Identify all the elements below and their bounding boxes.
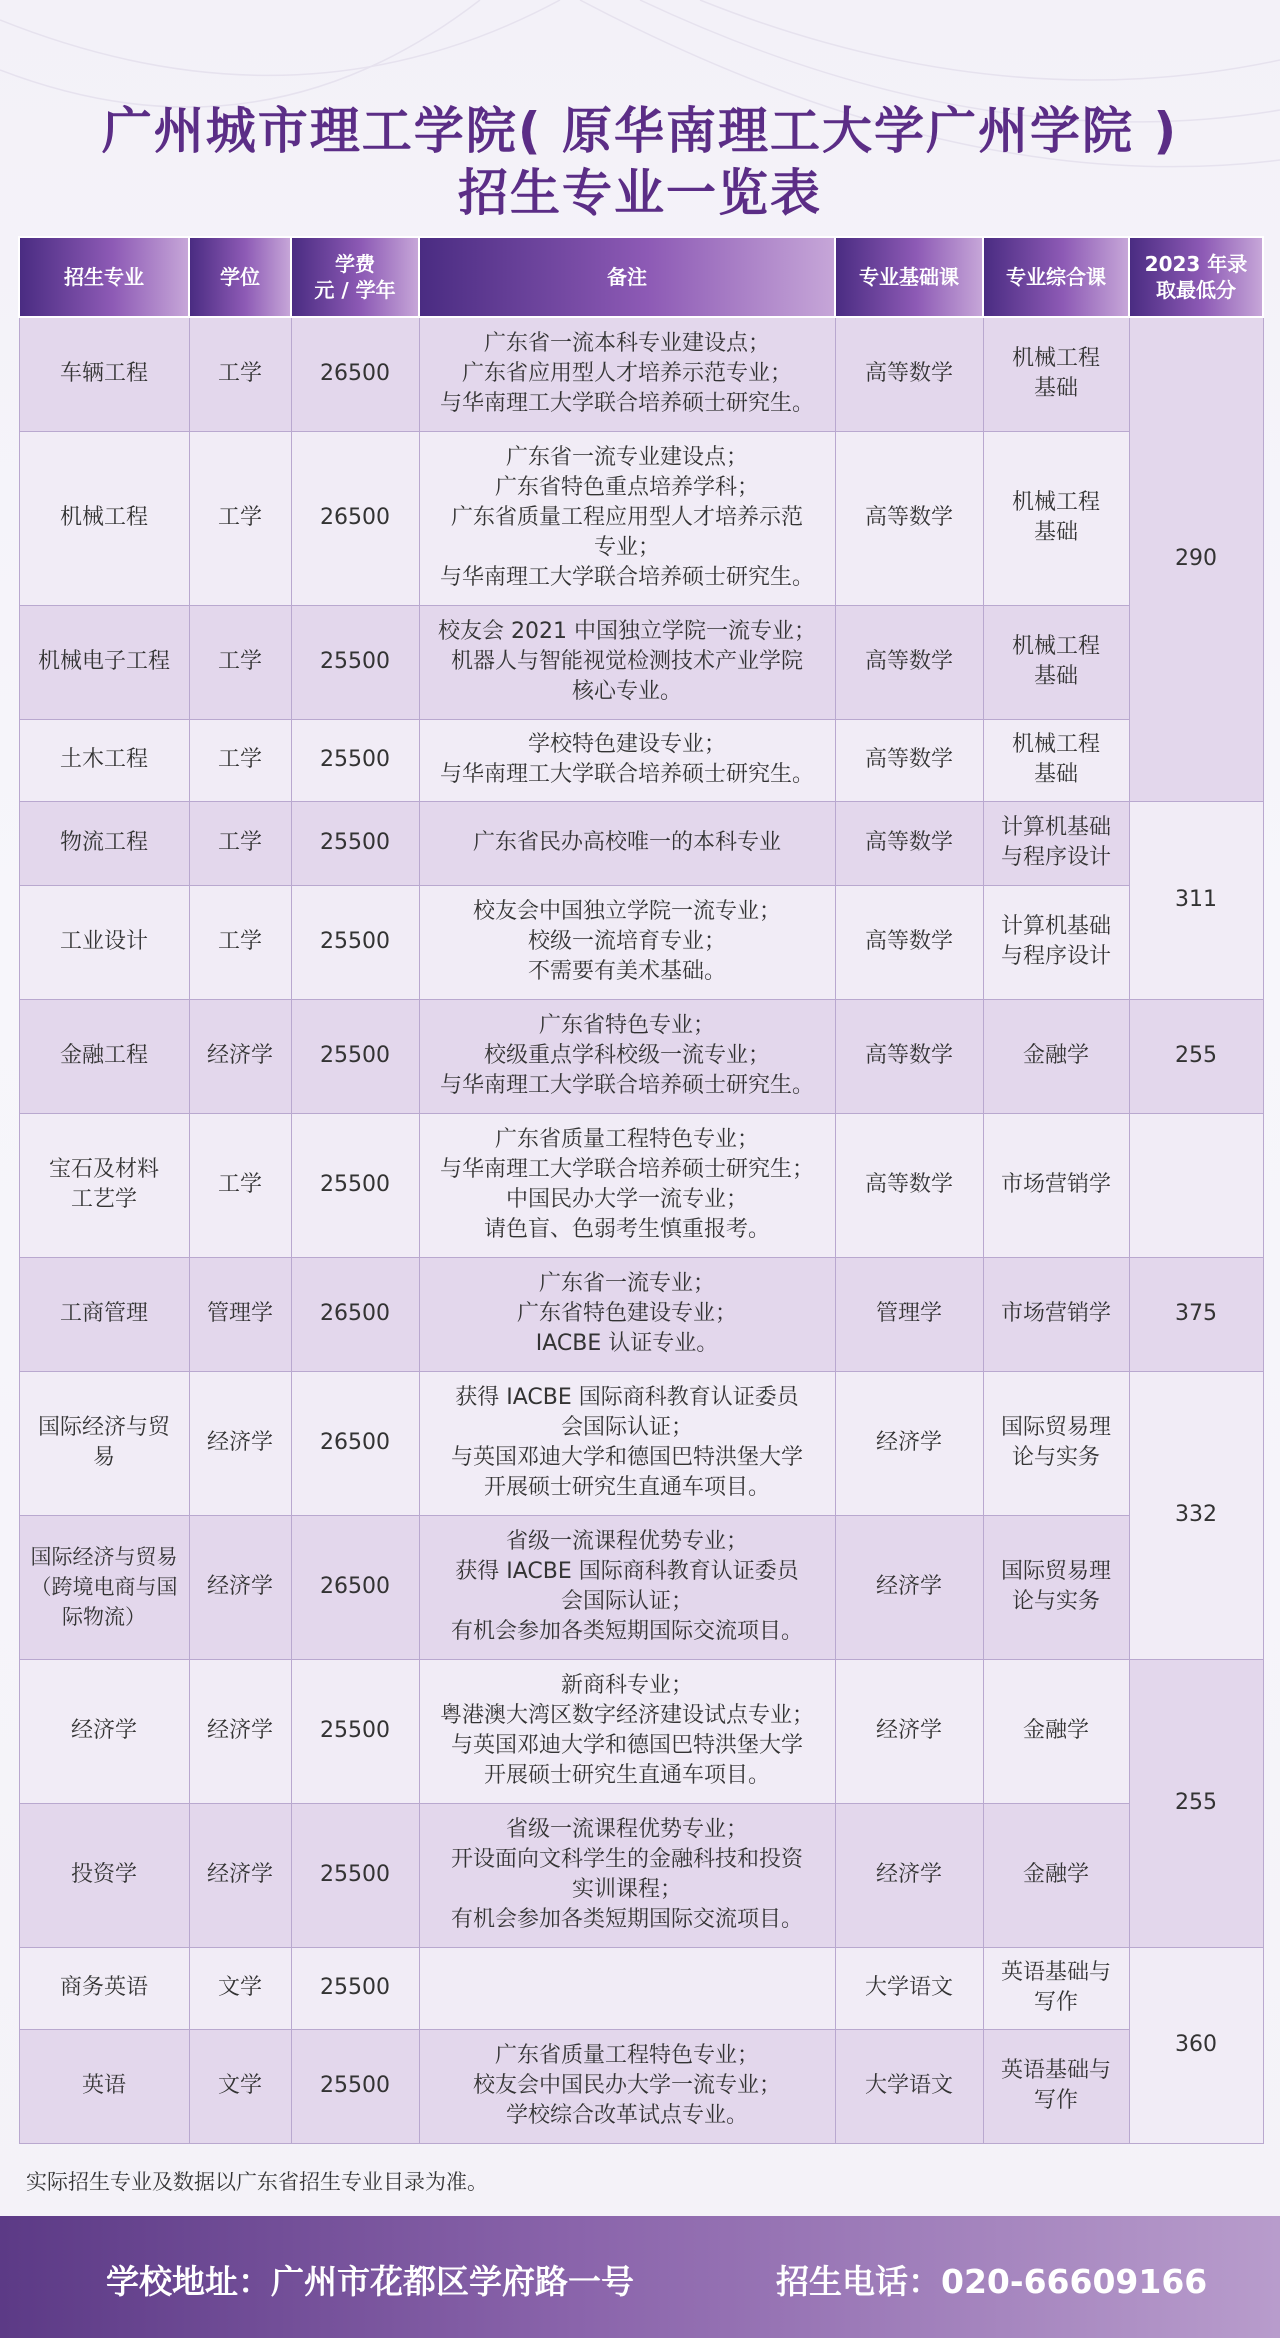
- cell-basic-course: 高等数学: [835, 317, 983, 431]
- cell-notes: 校友会中国独立学院一流专业； 校级一流培育专业； 不需要有美术基础。: [419, 885, 835, 999]
- cell-notes: 省级一流课程优势专业； 开设面向文科学生的金融科技和投资 实训课程； 有机会参加各类短期国际交流项目。: [419, 1803, 835, 1947]
- cell-basic-course: 管理学: [835, 1257, 983, 1371]
- cell-major: 投资学: [19, 1803, 189, 1947]
- cell-degree: 工学: [189, 801, 291, 885]
- table-row: [19, 317, 1263, 431]
- cell-degree: 工学: [189, 431, 291, 605]
- cell-degree: 管理学: [189, 1257, 291, 1371]
- cell-fee: 25500: [291, 1803, 419, 1947]
- cell-notes: 广东省一流专业建设点； 广东省特色重点培养学科； 广东省质量工程应用型人才培养示范 专业； 与华南理工大学联合培养硕士研究生。: [419, 431, 835, 605]
- cell-basic-course: 高等数学: [835, 999, 983, 1113]
- cell-major: 物流工程: [19, 801, 189, 885]
- cell-fee: 25500: [291, 1659, 419, 1803]
- cell-min-score: 255: [1129, 999, 1263, 1113]
- cell-comp-course: 英语基础与 写作: [983, 2029, 1129, 2143]
- cell-min-score: 255: [1129, 1659, 1263, 1947]
- cell-basic-course: 高等数学: [835, 719, 983, 801]
- cell-degree: 工学: [189, 605, 291, 719]
- cell-comp-course: 国际贸易理 论与实务: [983, 1515, 1129, 1659]
- table-row: [19, 1113, 1263, 1257]
- cell-basic-course: 经济学: [835, 1515, 983, 1659]
- cell-basic-course: 经济学: [835, 1659, 983, 1803]
- table-header-row: [19, 237, 1263, 317]
- table-row: [19, 801, 1263, 885]
- header-major: 招生专业: [19, 237, 189, 317]
- table-row: [19, 1803, 1263, 1947]
- table-row: [19, 2029, 1263, 2143]
- cell-basic-course: 大学语文: [835, 1947, 983, 2029]
- cell-fee: 26500: [291, 1515, 419, 1659]
- table-row: [19, 719, 1263, 801]
- cell-fee: 26500: [291, 1371, 419, 1515]
- cell-comp-course: 计算机基础 与程序设计: [983, 885, 1129, 999]
- cell-major: 车辆工程: [19, 317, 189, 431]
- cell-fee: 25500: [291, 801, 419, 885]
- cell-fee: 25500: [291, 719, 419, 801]
- cell-comp-course: 金融学: [983, 999, 1129, 1113]
- cell-major: 国际经济与贸易（跨境电商与国际物流）: [19, 1515, 189, 1659]
- admission-phone: 招生电话：020-66609166: [776, 2262, 1208, 2301]
- table-row: [19, 431, 1263, 605]
- cell-degree: 文学: [189, 1947, 291, 2029]
- table-row: [19, 1371, 1263, 1515]
- table-row: [19, 1659, 1263, 1803]
- cell-comp-course: 机械工程 基础: [983, 719, 1129, 801]
- cell-fee: 25500: [291, 999, 419, 1113]
- cell-min-score: 290: [1129, 317, 1263, 801]
- cell-degree: 工学: [189, 1113, 291, 1257]
- cell-comp-course: 市场营销学: [983, 1113, 1129, 1257]
- table-row: [19, 885, 1263, 999]
- cell-fee: 26500: [291, 317, 419, 431]
- cell-major: 经济学: [19, 1659, 189, 1803]
- cell-comp-course: 市场营销学: [983, 1257, 1129, 1371]
- cell-comp-course: 国际贸易理 论与实务: [983, 1371, 1129, 1515]
- cell-notes: [419, 1947, 835, 2029]
- cell-notes: 广东省特色专业； 校级重点学科校级一流专业； 与华南理工大学联合培养硕士研究生。: [419, 999, 835, 1113]
- cell-basic-course: 高等数学: [835, 801, 983, 885]
- cell-notes: 广东省一流专业； 广东省特色建设专业； IACBE 认证专业。: [419, 1257, 835, 1371]
- cell-comp-course: 机械工程 基础: [983, 605, 1129, 719]
- footer-banner: [0, 2216, 1280, 2338]
- cell-notes: 广东省质量工程特色专业； 校友会中国民办大学一流专业； 学校综合改革试点专业。: [419, 2029, 835, 2143]
- cell-comp-course: 计算机基础 与程序设计: [983, 801, 1129, 885]
- cell-min-score: 332: [1129, 1371, 1263, 1659]
- cell-major: 机械电子工程: [19, 605, 189, 719]
- cell-min-score: [1129, 1113, 1263, 1257]
- cell-notes: 省级一流课程优势专业； 获得 IACBE 国际商科教育认证委员 会国际认证； 有机会参加各类短期国际交流项目。: [419, 1515, 835, 1659]
- header-basic-course: 专业基础课: [835, 237, 983, 317]
- school-address: 学校地址：广州市花都区学府路一号: [106, 2262, 634, 2301]
- cell-degree: 文学: [189, 2029, 291, 2143]
- table-row: [19, 1515, 1263, 1659]
- majors-table: [18, 236, 1264, 2144]
- title-line-2: 招生专业一览表: [458, 164, 822, 222]
- cell-major: 金融工程: [19, 999, 189, 1113]
- header-fee: 学费 元 / 学年: [291, 237, 419, 317]
- cell-major: 机械工程: [19, 431, 189, 605]
- cell-degree: 经济学: [189, 1659, 291, 1803]
- cell-degree: 经济学: [189, 1515, 291, 1659]
- cell-degree: 工学: [189, 885, 291, 999]
- table-row: [19, 999, 1263, 1113]
- cell-degree: 经济学: [189, 999, 291, 1113]
- cell-fee: 25500: [291, 605, 419, 719]
- cell-comp-course: 机械工程 基础: [983, 431, 1129, 605]
- cell-comp-course: 金融学: [983, 1659, 1129, 1803]
- cell-major: 工商管理: [19, 1257, 189, 1371]
- cell-fee: 25500: [291, 1947, 419, 2029]
- cell-fee: 25500: [291, 2029, 419, 2143]
- title-line-1: 广州城市理工学院( 原华南理工大学广州学院 ): [101, 102, 1179, 160]
- header-comp-course: 专业综合课: [983, 237, 1129, 317]
- cell-major: 商务英语: [19, 1947, 189, 2029]
- cell-degree: 工学: [189, 317, 291, 431]
- cell-basic-course: 高等数学: [835, 885, 983, 999]
- cell-fee: 25500: [291, 885, 419, 999]
- cell-basic-course: 高等数学: [835, 605, 983, 719]
- header-notes: 备注: [419, 237, 835, 317]
- cell-degree: 经济学: [189, 1371, 291, 1515]
- header-degree: 学位: [189, 237, 291, 317]
- cell-notes: 获得 IACBE 国际商科教育认证委员 会国际认证； 与英国邓迪大学和德国巴特洪堡大学 开展硕士研究生直通车项目。: [419, 1371, 835, 1515]
- cell-major: 土木工程: [19, 719, 189, 801]
- cell-min-score: 360: [1129, 1947, 1263, 2143]
- cell-major: 英语: [19, 2029, 189, 2143]
- table-row: [19, 605, 1263, 719]
- cell-comp-course: 机械工程 基础: [983, 317, 1129, 431]
- cell-major: 国际经济与贸易: [19, 1371, 189, 1515]
- cell-comp-course: 英语基础与 写作: [983, 1947, 1129, 2029]
- cell-basic-course: 高等数学: [835, 1113, 983, 1257]
- cell-min-score: 311: [1129, 801, 1263, 999]
- cell-major: 工业设计: [19, 885, 189, 999]
- cell-notes: 校友会 2021 中国独立学院一流专业； 机器人与智能视觉检测技术产业学院 核心专业。: [419, 605, 835, 719]
- table-row: [19, 1947, 1263, 2029]
- cell-fee: 26500: [291, 431, 419, 605]
- cell-basic-course: 经济学: [835, 1803, 983, 1947]
- cell-notes: 广东省民办高校唯一的本科专业: [419, 801, 835, 885]
- cell-fee: 26500: [291, 1257, 419, 1371]
- cell-degree: 经济学: [189, 1803, 291, 1947]
- footnote: 实际招生专业及数据以广东省招生专业目录为准。: [26, 2170, 488, 2194]
- cell-basic-course: 高等数学: [835, 431, 983, 605]
- cell-basic-course: 大学语文: [835, 2029, 983, 2143]
- cell-fee: 25500: [291, 1113, 419, 1257]
- cell-comp-course: 金融学: [983, 1803, 1129, 1947]
- page-title: [0, 100, 1280, 224]
- cell-degree: 工学: [189, 719, 291, 801]
- table-row: [19, 1257, 1263, 1371]
- cell-notes: 广东省质量工程特色专业； 与华南理工大学联合培养硕士研究生； 中国民办大学一流专业； 请色盲、色弱考生慎重报考。: [419, 1113, 835, 1257]
- header-min-score: 2023 年录 取最低分: [1129, 237, 1263, 317]
- cell-notes: 学校特色建设专业； 与华南理工大学联合培养硕士研究生。: [419, 719, 835, 801]
- cell-major: 宝石及材料工艺学: [19, 1113, 189, 1257]
- cell-basic-course: 经济学: [835, 1371, 983, 1515]
- cell-min-score: 375: [1129, 1257, 1263, 1371]
- cell-notes: 新商科专业； 粤港澳大湾区数字经济建设试点专业； 与英国邓迪大学和德国巴特洪堡大学 开展硕士研究生直通车项目。: [419, 1659, 835, 1803]
- cell-notes: 广东省一流本科专业建设点； 广东省应用型人才培养示范专业； 与华南理工大学联合培养硕士研究生。: [419, 317, 835, 431]
